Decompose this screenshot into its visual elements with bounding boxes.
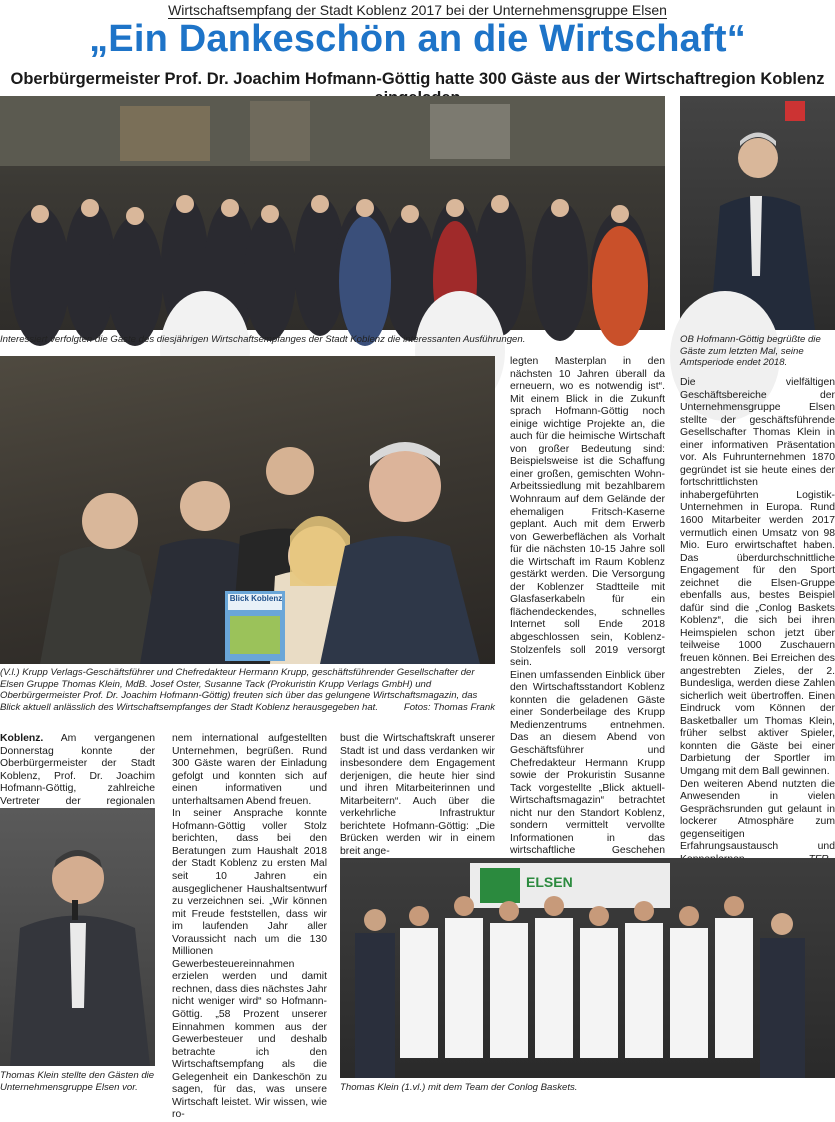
- article-headline: „Ein Dankeschön an die Wirtschaft“: [89, 18, 746, 60]
- sponsor-banner: ELSEN: [526, 874, 573, 890]
- article-kicker: Wirtschaftsempfang der Stadt Koblenz 2017 bei der Unternehmensgruppe Elsen: [168, 2, 667, 18]
- photo-credit: Fotos: Thomas Frank: [403, 701, 495, 713]
- column-1-text: Am vergangenen Donnerstag konnte der Oberbürgermeister der Stadt Koblenz, Prof. Dr. Joachim Hofmann-Göttig, zahlreiche Vertreter der regionalen: [0, 733, 155, 807]
- dateline: Koblenz.: [0, 733, 44, 744]
- article-subline: Oberbürgermeister Prof. Dr. Joachim Hofmann-Göttig hatte 300 Gäste aus der Wirtschaftregion Koblenz: [10, 70, 825, 88]
- mayor-caption: OB Hofmann-Göttig begrüßte die Gäste zum letzten Mal, seine Amtsperiode endet 2018.: [680, 334, 821, 368]
- magazine-title: Blick Koblenz: [229, 594, 283, 603]
- crowd-photo: [0, 96, 665, 330]
- crowd-caption: Interessiert verfolgten die Gäste des diesjährigen Wirtschaftsempfanges der Stadt Koblenz die interessanten Ausführungen.: [0, 334, 526, 345]
- group-caption-text: (V.l.) Krupp Verlags-Geschäftsführer und Chefredakteur Hermann Krupp, geschäftsführender Gesellschafter der Elsen Gruppe Thomas Klein, MdB. Josef Oster, Susanne Tack (Prokuristin Krupp Verlags GmbH) und Oberbürgermeister Prof. Dr. Joachim Hofmann-Göttig) freuten sich über das gelungene Wirtschaftsmagazin, das Blick aktuell anlässlich des Wirtschaftsempfanges der Stadt Koblenz herausgegeben hat.: [0, 667, 478, 713]
- article-column-5: [680, 377, 835, 866]
- mayor-photo: [680, 96, 835, 330]
- article-column-3: bust die Wirtschaftskraft unserer Stadt ist und dass verdanken wir insbesondere dem Engagement derjenigen, die heute hier sind und ihren Mitarbeiterinnen und Mitarbeitern“. Auch über die verkehrliche Infrastruktur berichtete Hofmann-Göttig: „Die Brücken werden wir in einem breit ange-: [340, 733, 495, 857]
- team-caption: Thomas Klein (1.vl.) mit dem Team der Conlog Baskets.: [340, 1082, 578, 1093]
- klein-caption: Thomas Klein stellte den Gästen die Unternehmensgruppe Elsen vor.: [0, 1070, 155, 1093]
- article-column-2: nem international aufgestellten Unternehmen, begrüßen. Rund 300 Gäste waren der Einladung gefolgt und konnten sich auf einen informativen und unterhaltsamen Abend freuen. In seiner Ansprache konnte Hofmann-Göttig voller Stolz berichten, dass bei den Beratungen zum Haushalt 2018 der Stadt Koblenz zu ersten Mal seit 10 Jahren ein ausgeglichener Haushaltsentwurf zu verzeichnen sei. „Wir können mit Freude feststellen, dass wir im laufenden Jahr aller Voraussicht nach um die 130 Millionen Gewerbesteuereinnahmen erzielen werden und damit rechnen, dass dies nächstes Jahr nicht weniger wird“ so Hofmann-Göttig. „58 Prozent unserer Einnahmen kommen aus der Gewerbesteuer und deshalb betrachte ich den Wirtschaftsempfang als die Gelegenheit ein Dankeschön zu sagen, für das, was unsere Wirtschaft leistet. Wir wissen, wie ro-: [172, 733, 327, 1121]
- team-photo: [340, 858, 835, 1078]
- column-5-text: Die vielfältigen Geschäftsbereiche der Unternehmensgruppe Elsen stellte der geschäftsführende Gesellschafter Thomas Klein in einer informativen Präsentation vor. Als Fuhrunternehmen 1870 gegründet ist sie heute eines der fortschrittlichsten inhabergeführten Logistik-Unternehmen in Europa. Rund 1600 Mitarbeiter werden 2017 vermutlich einen Umsatz von 98 Mio. Euro erwirtschaftet haben. Das überdurchschnittliche Engagement für den Sport zeichnet die Elsen-Gruppe ebenfalls aus, bestes Beispiel dafür sind die „Conlog Baskets Koblenz“, die sich bei ihren Heimspielen schon jetzt über teilweise 1000 Zuschauern freuen können. Bei Erreichen des angestrebten Zieles, der 2. Bundesliga, werden diese Zahlen sicherlich weit übertroffen. Einen Eindruck vom Können der Basketballer um Thomas Klein, früher selbst aktiver Spieler, konnten die Gäste bei einer Darbietung der Sportler im Umgang mit dem Ball gewinnen. Den weiteren Abend nutzten die Anwesenden in vielen Gesprächsrunden gut gelaunt in lockerer Atmosphäre zum gegenseitigen Erfahrungsaustausch und: [680, 377, 835, 853]
- article-column-4: legten Masterplan in den nächsten 10 Jahren überall da erneuern, wo es notwendig ist“. Mit einem Blick in die Zukunft sprach Hofmann-Göttig noch einige wichtige Projekte an, die auch für die heimische Wirtschaft von großer Bedeutung sind: Beispielsweise ist die Schaffung einer großen, gemischten Wohn-Arbeitssiedlung mit bezahlbarem Wohnraum auf dem Gelände der ehemaligen Fritsch-Kaserne geplant. Auch mit dem Erwerb von Gewerbeflächen als Vorhalt für die nächsten 10-15 Jahre soll die Wirtschaft im Raum Koblenz gestärkt werden. Die Versorgung der Koblenzer Stadtteile mit Glasfaserkabeln für ein flächendeckendes, schnelles Internet soll Ende 2018 abgeschlossen sein, Koblenz-Stolzenfels soll 2019 versorgt sein. Einen umfassenden Einblick über den Wirtschaftsstandort Koblenz konnten die geladenen Gäste einer Sonderbeilage des Krupp Medienzentrums entnehmen. Das an diesem Abend von Geschäftsführer und Chefredakteur Hermann Krupp sowie der Prokuristin Susanne Tack vorgestellte „Blick aktuell-Wirtschaftsmagazin“ betrachtet nicht nur den Standort Koblenz, sondern vermittelt vervollte Informationen in das wirtschaftliche Geschehen: [510, 356, 665, 857]
- group-photo: [0, 356, 495, 664]
- klein-photo: [0, 808, 155, 1066]
- group-caption: [0, 667, 495, 713]
